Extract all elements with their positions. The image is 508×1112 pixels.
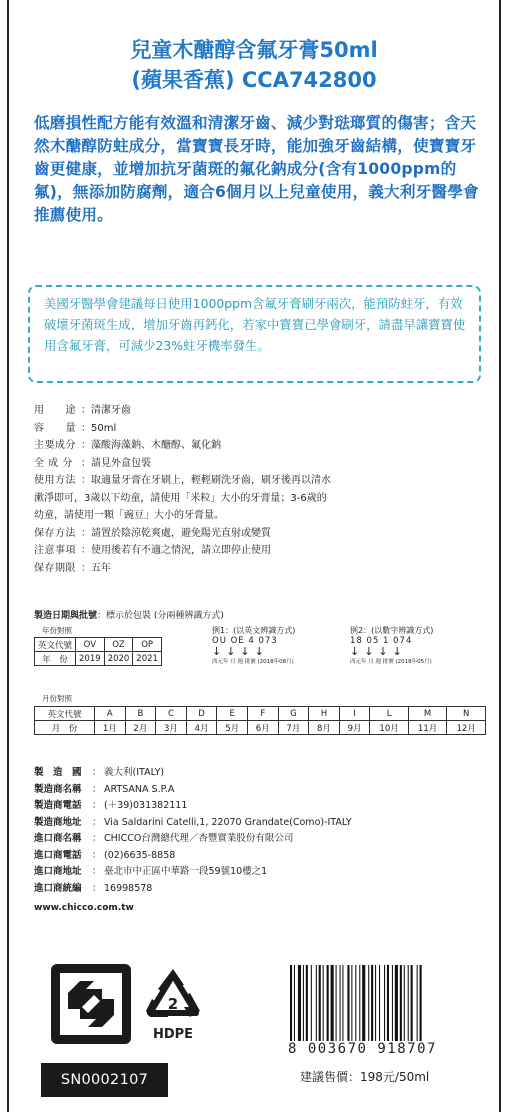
spec-separator: ：	[81, 422, 91, 434]
code-cell: H	[309, 707, 340, 721]
spec-separator: ：	[81, 562, 91, 574]
recycle-label: HDPE	[152, 1027, 194, 1042]
year-label: 年份對照	[42, 626, 72, 635]
manufacturer-row	[34, 881, 484, 898]
spec-separator: ：	[81, 440, 91, 451]
spec-value: 五年	[91, 562, 111, 574]
code-cell: L	[370, 707, 409, 721]
recycle-number: 2	[167, 995, 179, 1013]
dental-tip-text: 美國牙醫學會建議每日使用1000ppm含氟牙膏刷牙兩次，能預防蛀牙，有效破壞牙菌斑生成，增加牙齒再鈣化，若家中寶寶已學會刷牙，請盡早讓寶寶使用含氟牙膏，可減少23%蛀牙機率發生。	[44, 296, 466, 353]
manufacturer-key: 製 造 國	[34, 767, 82, 778]
code-cell: N	[447, 707, 486, 721]
manufacturer-separator: ：	[92, 783, 102, 795]
code-cell: 2021	[133, 652, 162, 666]
spec-separator: ：	[81, 405, 91, 416]
manufacturer-separator: ：	[92, 882, 102, 894]
spec-row	[34, 402, 484, 420]
spec-value: 藻酸海藻鈉、木醣醇、氟化鈉	[91, 440, 221, 451]
spec-value: 50ml	[91, 422, 117, 434]
manufacturer-key: 進口商地址	[34, 866, 82, 877]
code-cell: C	[156, 707, 187, 721]
manufacturer-value: (02)6635-8858	[104, 849, 176, 861]
spec-value: 使用後若有不適之情況，請立即停止使用	[91, 545, 271, 556]
manufacturer-key: 製造商名稱	[34, 783, 82, 795]
manufacturer-key: 製造商地址	[34, 816, 82, 828]
code-cell: 9月	[339, 721, 370, 735]
code-cell: 2019	[76, 652, 105, 666]
code-cell: 8月	[309, 721, 340, 735]
spec-value: 清潔牙齒	[91, 405, 131, 416]
code-cell: B	[125, 707, 156, 721]
month-code-table	[34, 706, 486, 735]
manufacturer-value: CHICCO台灣總代理／杏豐實業股份有限公司	[104, 833, 294, 844]
manufacturer-key: 進口商電話	[34, 849, 82, 861]
manufacturer-row	[34, 864, 484, 881]
spec-value: 取適量牙膏在牙刷上，輕輕刷洗牙齒，刷牙後再以清水	[91, 475, 331, 486]
manufacturer-value: ARTSANA S.P.A	[104, 783, 175, 795]
code-cell: OZ	[104, 638, 133, 652]
manufacture-date-section	[34, 608, 486, 735]
year-code-table	[34, 637, 162, 666]
spec-key: 主要成分	[34, 440, 76, 451]
manufacturer-info	[34, 765, 484, 897]
suggested-price: 建議售價：198元/50ml	[300, 1070, 430, 1084]
spec-key: 全 成 分	[34, 457, 73, 469]
code-cell: 英文代號	[35, 707, 95, 721]
spec-key: 容 量	[34, 422, 76, 434]
code-cell: 2020	[104, 652, 133, 666]
manufacturer-row	[34, 782, 484, 799]
manufacturer-key: 進口商名稱	[34, 833, 82, 844]
barcode	[288, 965, 475, 1057]
code-cell: D	[186, 707, 217, 721]
manufacturer-separator: ：	[92, 866, 102, 877]
spec-separator: ：	[81, 527, 91, 539]
example-1: 例1：(以英文辨識方式) OU OE 4 073 ↓↓↓↓ 西元年 月 週 批號 (2018年08月)	[212, 626, 296, 665]
manufacturer-key: 製造商電話	[34, 800, 82, 811]
code-cell: 1月	[95, 721, 126, 735]
manufacturer-value: (＋39)031382111	[104, 800, 188, 811]
manufacturer-key: 進口商統編	[34, 882, 82, 894]
spec-key: 用 途	[34, 405, 76, 416]
code-cell: 月 份	[35, 721, 95, 735]
spec-separator: ：	[81, 457, 91, 469]
code-cell: 4月	[186, 721, 217, 735]
code-cell: 2月	[125, 721, 156, 735]
code-cell: G	[278, 707, 309, 721]
example-1-legend: 西元年 月 週 批號 (2018年08月)	[212, 659, 294, 665]
manufacturer-row	[34, 798, 484, 815]
spec-value: 幼童，請使用一顆「豌豆」大小的牙膏量。	[34, 510, 224, 521]
code-cell: OP	[133, 638, 162, 652]
example-1-code: OU OE 4 073	[212, 636, 278, 646]
manufacturer-value: 義大利(ITALY)	[104, 767, 165, 778]
code-cell: 年 份	[35, 652, 76, 666]
spec-key: 保存方法	[34, 527, 76, 539]
example-2-legend: 西元年 月 週 批號 (2018年05月)	[350, 659, 432, 665]
code-cell: 英文代號	[35, 638, 76, 652]
code-cell: A	[95, 707, 126, 721]
manufacturer-separator: ：	[92, 849, 102, 861]
spec-value: 請置於陰涼乾爽處，避免陽光直射或變質	[91, 527, 271, 539]
product-title-line1: 兒童木醣醇含氟牙膏50ml	[130, 38, 378, 62]
manufacturer-value: 臺北市中正區中華路一段59號10樓之1	[104, 866, 268, 877]
spec-row	[34, 542, 484, 560]
spec-row	[34, 560, 484, 578]
code-cell: 6月	[247, 721, 278, 735]
spec-value: 漱淨即可，3歲以下幼童，請使用「米粒」大小的牙膏量；3-6歲的	[34, 492, 327, 504]
manufacturer-separator: ：	[92, 833, 102, 844]
barcode-number: 8 003670 918707	[288, 1041, 475, 1057]
serial-number-badge: SN0002107	[41, 1063, 168, 1097]
manufacturer-row	[34, 815, 484, 832]
date-section-title: 製造日期與批號：標示於包裝 (分兩種辨識方式)	[34, 611, 224, 621]
spec-value: 請見外盒包裝	[91, 457, 151, 469]
manufacturer-separator: ：	[92, 800, 102, 811]
manufacturer-value: Via Saldarini Catelli,1, 22070 Grandate(Como)-ITALY	[104, 816, 352, 828]
manufacturer-row	[34, 831, 484, 848]
code-cell: 7月	[278, 721, 309, 735]
spec-list	[34, 402, 484, 577]
recycle-resin-logo-icon	[50, 963, 132, 1045]
manufacturer-value: 16998578	[104, 882, 153, 894]
example-2-code: 18 05 1 074	[350, 636, 413, 646]
code-cell: E	[217, 707, 248, 721]
barcode-bars-icon	[288, 965, 475, 1047]
spec-row	[34, 490, 484, 508]
month-label: 月份對照	[42, 694, 72, 703]
product-description: 低磨損性配方能有效溫和清潔牙齒、減少對琺瑯質的傷害；含天然木醣醇防蛀成分，當寶寶長牙時，能加強牙齒結構，使寶寶牙齒更健康，並增加抗牙菌斑的氟化鈉成分(含有1000ppm的氟)，無添加防腐劑，適合6個月以上兒童使用，義大利牙醫學會推薦使用。	[34, 114, 479, 224]
dental-tip-box	[28, 285, 481, 383]
code-cell: 11月	[408, 721, 447, 735]
spec-row	[34, 525, 484, 543]
spec-row	[34, 420, 484, 438]
website-link[interactable]: www.chicco.com.tw	[34, 903, 134, 913]
code-cell: I	[339, 707, 370, 721]
arrow-down-icon: ↓↓↓↓	[350, 645, 407, 658]
spec-key: 注意事項	[34, 545, 76, 556]
code-cell: OV	[76, 638, 105, 652]
example-2: 例2：(以數字辨識方式) 18 05 1 074 ↓↓↓↓ 西元年 月 週 批號 (2018年05月)	[350, 626, 434, 665]
product-title-line2: (蘋果香蕉) CCA742800	[131, 68, 377, 92]
code-cell: F	[247, 707, 278, 721]
manufacturer-row	[34, 848, 484, 865]
manufacturer-separator: ：	[92, 816, 102, 828]
code-cell: 10月	[370, 721, 409, 735]
code-cell: 5月	[217, 721, 248, 735]
spec-row	[34, 507, 484, 525]
spec-key: 使用方法	[34, 475, 76, 486]
spec-separator: ：	[81, 545, 91, 556]
spec-row	[34, 437, 484, 455]
arrow-down-icon: ↓↓↓↓	[212, 645, 269, 658]
code-cell: M	[408, 707, 447, 721]
spec-row	[34, 455, 484, 473]
spec-key: 保存期限	[34, 562, 76, 574]
manufacturer-row	[34, 765, 484, 782]
code-cell: 3月	[156, 721, 187, 735]
manufacturer-separator: ：	[92, 767, 102, 778]
code-cell: 12月	[447, 721, 486, 735]
spec-row	[34, 472, 484, 490]
spec-separator: ：	[81, 475, 91, 486]
